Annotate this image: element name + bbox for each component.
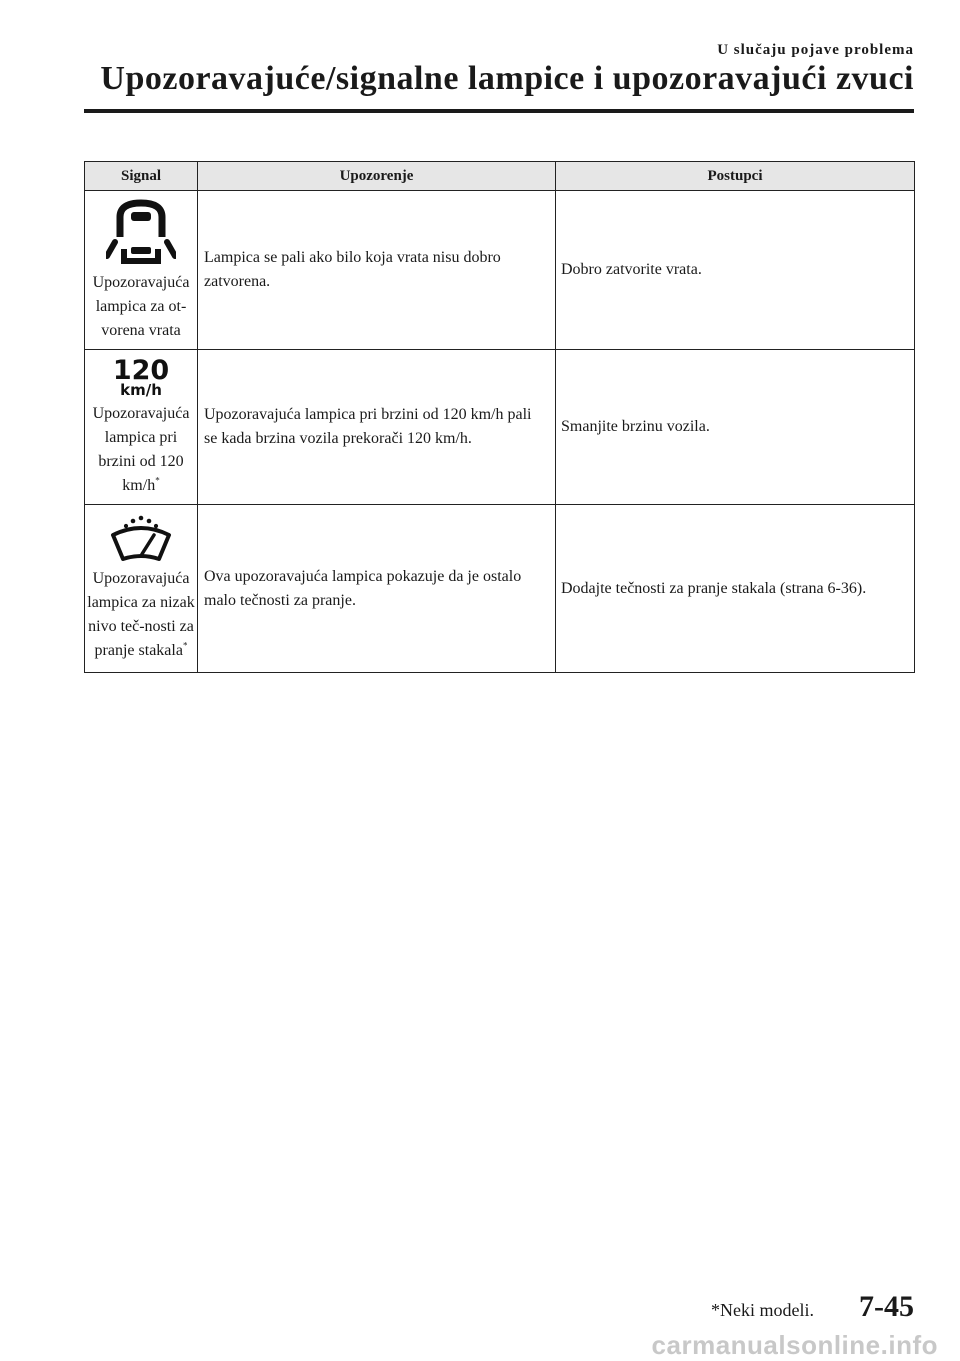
speed-icon-number: 120 (112, 355, 170, 386)
speed-icon-unit: km/h (120, 381, 162, 398)
column-header-action: Postupci (556, 162, 915, 191)
header-rule (84, 109, 914, 113)
footnote-mark: * (182, 640, 188, 651)
table-header-row (85, 162, 915, 191)
footnote: *Neki modeli. (711, 1300, 814, 1320)
watermark: carmanualsonline.info (651, 1330, 938, 1360)
page-number: 7-45 (859, 1290, 914, 1323)
action-cell: Dobro zatvorite vrata. (556, 191, 915, 350)
footnote-mark: * (155, 475, 160, 486)
chapter-title: Upozoravajuće/signalne lampice i upozoravajući zvuci (100, 60, 914, 97)
signal-label: Upozoravajuća lampica za nizak nivo teč-nosti za pranje stakala (87, 569, 195, 659)
warning-cell: Upozoravajuća lampica pri brzini od 120 km/h pali se kada brzina vozila prekorači 120 km/h. (198, 350, 556, 505)
column-header-warning: Upozorenje (198, 162, 556, 191)
signal-cell (85, 350, 198, 505)
table-row (85, 350, 915, 505)
signal-cell (85, 505, 198, 673)
signal-label: Upozoravajuća lampica pri brzini od 120 km/h (92, 405, 190, 494)
table-row (85, 505, 915, 673)
signal-cell (85, 191, 198, 350)
warning-cell: Lampica se pali ako bilo koja vrata nisu dobro zatvorena. (198, 191, 556, 350)
washer-fluid-icon (109, 513, 173, 563)
column-header-signal: Signal (85, 162, 198, 191)
speed-120-icon (111, 354, 171, 398)
action-cell: Smanjite brzinu vozila. (556, 350, 915, 505)
door-ajar-icon (106, 195, 176, 267)
action-cell: Dodajte tečnosti za pranje stakala (strana 6-36). (556, 505, 915, 673)
section-title: U slučaju pojave problema (717, 42, 914, 58)
warning-lights-table (84, 161, 915, 673)
warning-cell: Ova upozoravajuća lampica pokazuje da je ostalo malo tečnosti za pranje. (198, 505, 556, 673)
table-row (85, 191, 915, 350)
signal-label: Upozoravajuća lampica za ot-vorena vrata (92, 274, 190, 339)
